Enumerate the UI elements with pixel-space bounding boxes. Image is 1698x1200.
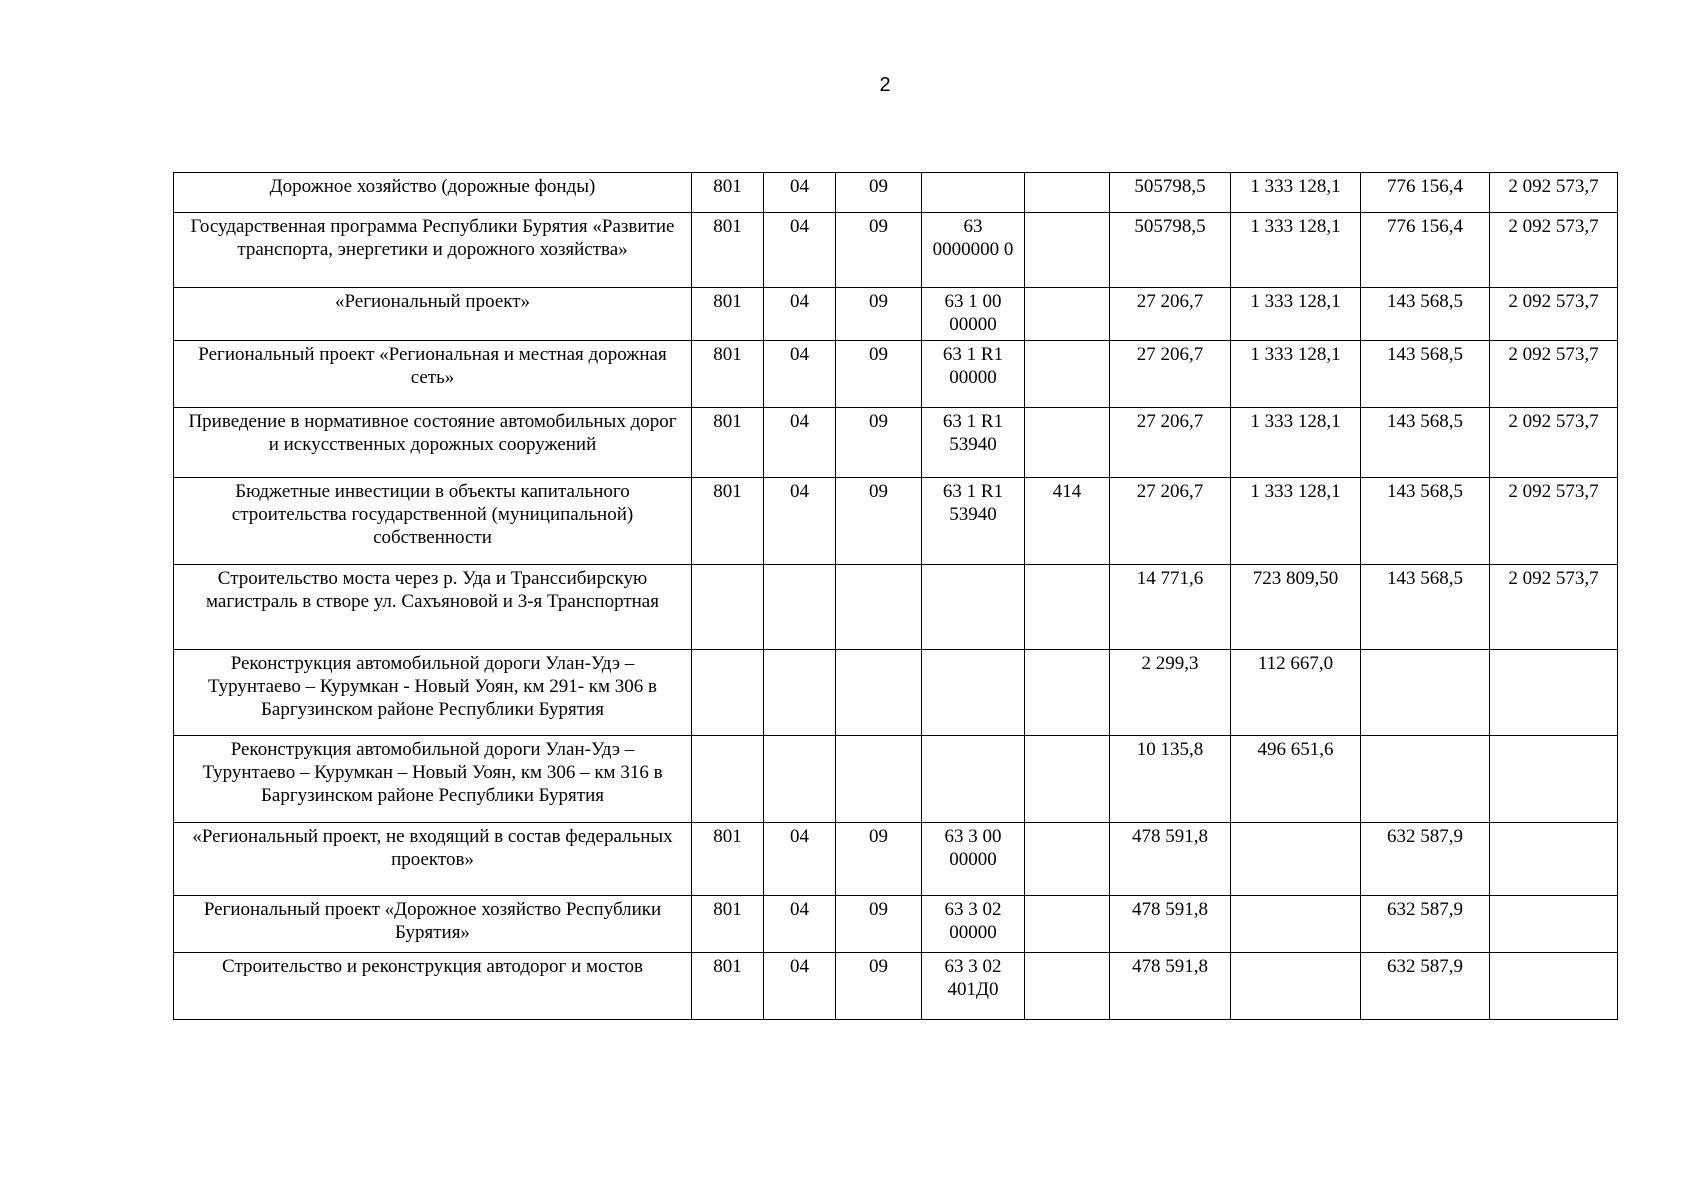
ved-code-cell: 801 (692, 408, 764, 478)
expense-type-cell (1025, 288, 1110, 341)
amount-3-cell: 632 587,9 (1361, 823, 1490, 896)
section-code-cell: 04 (764, 213, 836, 288)
section-code-cell: 04 (764, 823, 836, 896)
target-article-cell: 63 3 02 401Д0 (922, 953, 1025, 1020)
table-body (174, 173, 1618, 1020)
amount-4-cell: 2 092 573,7 (1490, 341, 1618, 408)
expense-type-cell (1025, 408, 1110, 478)
table-row (174, 650, 1618, 736)
amount-3-cell: 632 587,9 (1361, 953, 1490, 1020)
amount-3-cell: 143 568,5 (1361, 565, 1490, 650)
section-code-cell: 04 (764, 341, 836, 408)
item-name-cell: «Региональный проект» (174, 288, 692, 341)
amount-3-cell: 143 568,5 (1361, 341, 1490, 408)
target-article-cell (922, 736, 1025, 823)
table-row (174, 736, 1618, 823)
ved-code-cell: 801 (692, 823, 764, 896)
section-code-cell: 04 (764, 173, 836, 213)
amount-1-cell: 478 591,8 (1110, 823, 1231, 896)
amount-1-cell: 505798,5 (1110, 213, 1231, 288)
amount-4-cell (1490, 650, 1618, 736)
amount-1-cell: 505798,5 (1110, 173, 1231, 213)
amount-2-cell: 1 333 128,1 (1231, 173, 1361, 213)
amount-3-cell: 632 587,9 (1361, 896, 1490, 953)
amount-4-cell (1490, 953, 1618, 1020)
amount-1-cell: 27 206,7 (1110, 478, 1231, 565)
item-name-cell: Региональный проект «Региональная и местная дорожная сеть» (174, 341, 692, 408)
amount-2-cell: 723 809,50 (1231, 565, 1361, 650)
subsection-code-cell: 09 (836, 823, 922, 896)
amount-1-cell: 478 591,8 (1110, 896, 1231, 953)
amount-3-cell: 776 156,4 (1361, 213, 1490, 288)
ved-code-cell: 801 (692, 896, 764, 953)
subsection-code-cell: 09 (836, 288, 922, 341)
item-name-cell: Реконструкция автомобильной дороги Улан-Удэ – Турунтаево – Курумкан – Новый Уоян, км 306 – км 316 в Баргузинском районе Республики Бурятия (174, 736, 692, 823)
amount-4-cell (1490, 896, 1618, 953)
item-name-cell: Реконструкция автомобильной дороги Улан-Удэ – Турунтаево – Курумкан - Новый Уоян, км 291- км 306 в Баргузинском районе Республики Бурятия (174, 650, 692, 736)
target-article-cell (922, 173, 1025, 213)
amount-2-cell: 1 333 128,1 (1231, 408, 1361, 478)
amount-4-cell (1490, 823, 1618, 896)
expense-type-cell (1025, 341, 1110, 408)
amount-1-cell: 27 206,7 (1110, 341, 1231, 408)
amount-2-cell: 112 667,0 (1231, 650, 1361, 736)
table-row (174, 408, 1618, 478)
item-name-cell: Дорожное хозяйство (дорожные фонды) (174, 173, 692, 213)
amount-4-cell (1490, 736, 1618, 823)
amount-3-cell (1361, 736, 1490, 823)
page-number: 2 (879, 74, 891, 96)
item-name-cell: Бюджетные инвестиции в объекты капитального строительства государственной (муниципальной) собственности (174, 478, 692, 565)
amount-4-cell: 2 092 573,7 (1490, 408, 1618, 478)
section-code-cell (764, 650, 836, 736)
expense-type-cell (1025, 896, 1110, 953)
amount-3-cell: 143 568,5 (1361, 408, 1490, 478)
amount-1-cell: 10 135,8 (1110, 736, 1231, 823)
table-row (174, 953, 1618, 1020)
amount-1-cell: 27 206,7 (1110, 408, 1231, 478)
section-code-cell (764, 565, 836, 650)
expense-type-cell (1025, 565, 1110, 650)
table-row (174, 896, 1618, 953)
target-article-cell (922, 650, 1025, 736)
ved-code-cell (692, 650, 764, 736)
expense-type-cell: 414 (1025, 478, 1110, 565)
expense-type-cell (1025, 953, 1110, 1020)
amount-4-cell: 2 092 573,7 (1490, 173, 1618, 213)
ved-code-cell (692, 565, 764, 650)
subsection-code-cell: 09 (836, 478, 922, 565)
subsection-code-cell: 09 (836, 408, 922, 478)
expense-type-cell (1025, 173, 1110, 213)
amount-3-cell: 776 156,4 (1361, 173, 1490, 213)
section-code-cell: 04 (764, 896, 836, 953)
target-article-cell (922, 565, 1025, 650)
item-name-cell: Приведение в нормативное состояние автомобильных дорог и искусственных дорожных сооружений (174, 408, 692, 478)
budget-table (173, 172, 1618, 1020)
section-code-cell: 04 (764, 478, 836, 565)
amount-3-cell (1361, 650, 1490, 736)
target-article-cell: 63 1 R1 53940 (922, 408, 1025, 478)
ved-code-cell: 801 (692, 173, 764, 213)
table-row (174, 341, 1618, 408)
target-article-cell: 63 3 00 00000 (922, 823, 1025, 896)
subsection-code-cell: 09 (836, 896, 922, 953)
section-code-cell: 04 (764, 288, 836, 341)
amount-1-cell: 2 299,3 (1110, 650, 1231, 736)
subsection-code-cell (836, 650, 922, 736)
amount-4-cell: 2 092 573,7 (1490, 478, 1618, 565)
section-code-cell: 04 (764, 953, 836, 1020)
target-article-cell: 63 1 R1 00000 (922, 341, 1025, 408)
amount-2-cell: 496 651,6 (1231, 736, 1361, 823)
item-name-cell: «Региональный проект, не входящий в состав федеральных проектов» (174, 823, 692, 896)
ved-code-cell: 801 (692, 478, 764, 565)
amount-2-cell (1231, 953, 1361, 1020)
amount-2-cell: 1 333 128,1 (1231, 213, 1361, 288)
amount-3-cell: 143 568,5 (1361, 288, 1490, 341)
section-code-cell (764, 736, 836, 823)
amount-4-cell: 2 092 573,7 (1490, 288, 1618, 341)
table-row (174, 288, 1618, 341)
item-name-cell: Строительство и реконструкция автодорог и мостов (174, 953, 692, 1020)
table-row (174, 565, 1618, 650)
item-name-cell: Строительство моста через р. Уда и Транссибирскую магистраль в створе ул. Сахъяновой и 3-я Транспортная (174, 565, 692, 650)
amount-3-cell: 143 568,5 (1361, 478, 1490, 565)
amount-2-cell (1231, 823, 1361, 896)
amount-1-cell: 478 591,8 (1110, 953, 1231, 1020)
item-name-cell: Региональный проект «Дорожное хозяйство Республики Бурятия» (174, 896, 692, 953)
target-article-cell: 63 1 00 00000 (922, 288, 1025, 341)
table-row (174, 823, 1618, 896)
item-name-cell: Государственная программа Республики Бурятия «Развитие транспорта, энергетики и дорожного хозяйства» (174, 213, 692, 288)
subsection-code-cell (836, 565, 922, 650)
ved-code-cell: 801 (692, 288, 764, 341)
ved-code-cell: 801 (692, 213, 764, 288)
amount-2-cell: 1 333 128,1 (1231, 288, 1361, 341)
subsection-code-cell (836, 736, 922, 823)
target-article-cell: 63 0000000 0 (922, 213, 1025, 288)
amount-2-cell: 1 333 128,1 (1231, 341, 1361, 408)
expense-type-cell (1025, 823, 1110, 896)
subsection-code-cell: 09 (836, 953, 922, 1020)
expense-type-cell (1025, 213, 1110, 288)
table-row (174, 173, 1618, 213)
ved-code-cell (692, 736, 764, 823)
ved-code-cell: 801 (692, 341, 764, 408)
subsection-code-cell: 09 (836, 213, 922, 288)
amount-4-cell: 2 092 573,7 (1490, 213, 1618, 288)
target-article-cell: 63 3 02 00000 (922, 896, 1025, 953)
expense-type-cell (1025, 650, 1110, 736)
table-row (174, 213, 1618, 288)
amount-1-cell: 27 206,7 (1110, 288, 1231, 341)
subsection-code-cell: 09 (836, 173, 922, 213)
target-article-cell: 63 1 R1 53940 (922, 478, 1025, 565)
amount-2-cell (1231, 896, 1361, 953)
expense-type-cell (1025, 736, 1110, 823)
section-code-cell: 04 (764, 408, 836, 478)
table-row (174, 478, 1618, 565)
subsection-code-cell: 09 (836, 341, 922, 408)
amount-2-cell: 1 333 128,1 (1231, 478, 1361, 565)
ved-code-cell: 801 (692, 953, 764, 1020)
amount-1-cell: 14 771,6 (1110, 565, 1231, 650)
amount-4-cell: 2 092 573,7 (1490, 565, 1618, 650)
